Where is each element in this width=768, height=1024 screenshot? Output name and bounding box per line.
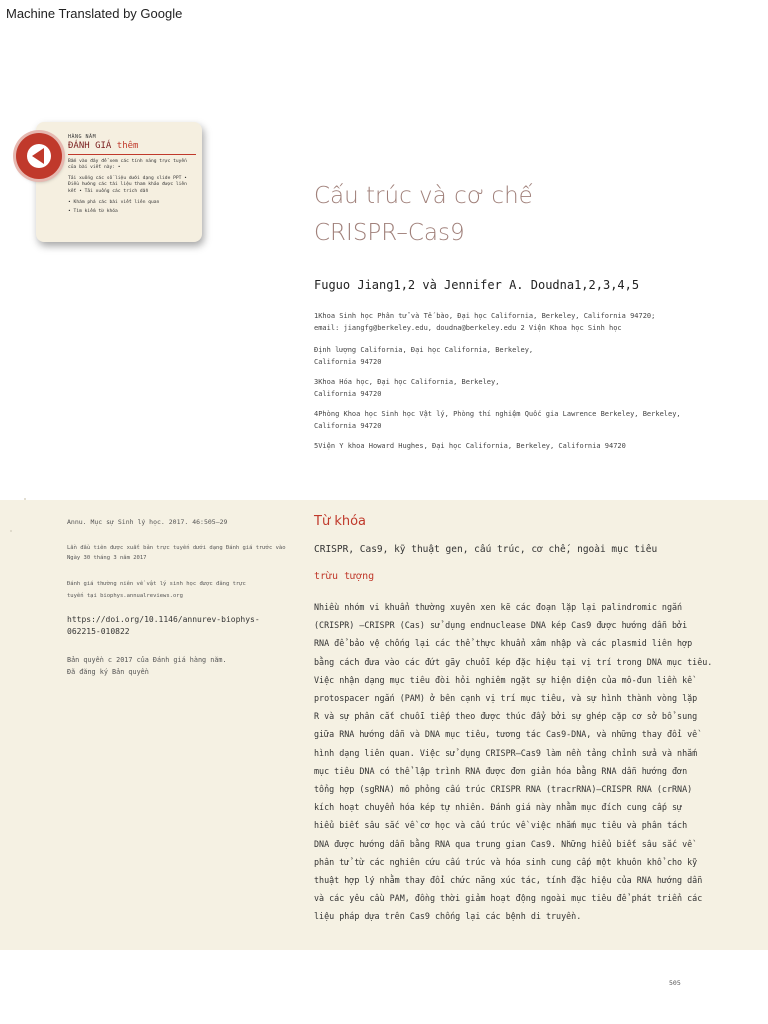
abstract-line: RNA để bảo vệ chống lại các thể thực khuẩn xâm nhập và các plasmid liên hợp (314, 638, 693, 649)
affiliation-1 (314, 310, 655, 334)
promo-item-related[interactable]: • Khám phá các bài viết liên quan (68, 200, 196, 207)
doi-link[interactable] (67, 614, 260, 638)
promo-text (68, 134, 196, 219)
promo-title-accent: thêm (116, 140, 139, 151)
online-at-line-1: Đánh giá thường niên về vật lý sinh học được đăng trực (67, 581, 246, 587)
abstract-line: protospacer ngắn (PAM) ở bên cạnh vị trí mục tiêu, và sự hình thành vòng lặp (314, 693, 698, 704)
abstract-line: phân tử từ các nghiên cứu cấu trúc và hóa sinh cung cấp một khuôn khổ cho kỹ (314, 856, 698, 867)
promo-kicker: HÀNG NĂM (68, 134, 97, 140)
affiliation-5 (314, 440, 626, 452)
article-title-line-1: Cấu trúc và cơ chế (314, 183, 533, 209)
affiliation-4-line-2: California 94720 (314, 422, 382, 430)
keywords-list: CRISPR, Cas9, kỹ thuật gen, cấu trúc, cơ chế, ngoài mục tiêu (314, 544, 658, 555)
affiliation-4 (314, 408, 681, 432)
affiliation-1-line-1: 1Khoa Sinh học Phân tử và Tế bào, Đại học California, Berkeley, California 94720; (314, 312, 656, 320)
machine-translation-banner: Machine Translated by Google (6, 6, 183, 21)
abstract-text (314, 598, 734, 926)
promo-item-search[interactable]: • Tìm kiếm từ khóa (68, 209, 196, 216)
abstract-line: liệu pháp dựa trên Cas9 chống lại các bệnh di truyền. (314, 911, 582, 922)
abstract-heading: trừu tượng (314, 571, 375, 582)
affiliation-5-line-1: 5Viện Y khoa Howard Hughes, Đại học California, Berkeley, California 94720 (314, 442, 626, 450)
affiliation-1-line-2: email: jiangfg@berkeley.edu, doudna@berkeley.edu 2 Viện Khoa học Sinh học (314, 324, 622, 332)
abstract-line: thuật hợp lý nhằm thay đổi chức năng xúc tác, tính đặc hiệu của RNA hướng dẫn (314, 875, 703, 886)
promo-links (68, 200, 196, 216)
decorative-dot (10, 530, 12, 532)
promo-title (68, 141, 196, 155)
affiliation-3 (314, 376, 499, 400)
abstract-line: hình dạng liên quan. Việc sử dụng CRISPR–Cas9 làm nền tảng chỉnh sửa và nhắm (314, 747, 698, 758)
abstract-line: R và sự phân cắt chuỗi tiếp theo được thúc đẩy bởi sự ghép cặp cơ sở bổ sung (314, 711, 698, 722)
abstract-line: bằng cách đưa vào các đứt gãy chuỗi kép đặc hiệu tại vị trí trong DNA mục tiêu. (314, 656, 713, 667)
affiliation-3-line-2: California 94720 (314, 390, 382, 398)
citation: Annu. Mục sự Sinh lý học. 2017. 46:505–29 (67, 518, 228, 526)
online-at-line-2[interactable]: tuyến tại biophys.annualreviews.org (67, 593, 183, 599)
doi-line-1[interactable]: https://doi.org/10.1146/annurev-biophys- (67, 615, 260, 624)
copyright (67, 654, 227, 678)
abstract-line: mục tiêu DNA có thể lập trình RNA được đơn giản hóa bằng RNA dẫn hướng đơn (314, 765, 688, 776)
page-number: 505 (669, 979, 681, 987)
abstract-line: DNA được hướng dẫn bằng RNA qua trung gian Cas9. Những hiểu biết sâu sắc về (314, 838, 693, 849)
abstract-line: kích hoạt chuyển hóa kép tự nhiên. Đánh giá này nhằm mục đích cung cấp sự (314, 802, 683, 813)
affiliation-2-line-2: California 94720 (314, 358, 382, 366)
article-title (314, 178, 533, 252)
abstract-line: Việc nhận dạng mục tiêu đòi hỏi nghiêm ngặt sự hiện diện của mô-đun liền kề (314, 674, 693, 685)
first-published-line-1: Lần đầu tiên được xuất bản trực tuyến dưới dạng Đánh giá trước vào (67, 545, 286, 551)
article-title-line-2: CRISPR–Cas9 (314, 220, 465, 246)
first-published (67, 543, 286, 563)
affiliation-2-line-1: Định lượng California, Đại học California, Berkeley, (314, 346, 534, 354)
affiliation-2 (314, 344, 533, 368)
abstract-line: và các yêu cầu PAM, đồng thời giảm hoạt động ngoài mục tiêu để phát triển các (314, 893, 703, 904)
promo-badge[interactable] (16, 133, 62, 179)
left-arrow-icon (26, 143, 52, 169)
decorative-dot (24, 498, 26, 500)
promo-item-downloads[interactable]: Tải xuống các số liệu dưới dạng slide PPT • Điều hướng các tài liệu tham khảo được liên kết • Tải xuống các trích dẫn (68, 175, 187, 194)
first-published-line-2: Ngày 30 tháng 3 năm 2017 (67, 555, 147, 561)
abstract-line: hiểu biết sâu sắc về cơ học và cấu trúc về việc nhắm mục tiêu và phân tách (314, 820, 688, 831)
abstract-line: (CRISPR) –CRISPR (Cas) sử dụng endnuclease DNA kép Cas9 được hướng dẫn bởi (314, 620, 688, 631)
abstract-line: tổng hợp (sgRNA) mô phỏng cấu trúc CRISPR RNA (tracrRNA)–CRISPR RNA (crRNA) (314, 784, 693, 795)
doi-line-2[interactable]: 062215-010822 (67, 627, 130, 636)
affiliation-4-line-1: 4Phòng Khoa học Sinh học Vật lý, Phòng thí nghiệm Quốc gia Lawrence Berkeley, Berkeley, (314, 410, 681, 418)
affiliation-3-line-1: 3Khoa Hóa học, Đại học California, Berkeley, (314, 378, 500, 386)
copyright-line-1: Bản quyền c 2017 của Đánh giá hàng năm. (67, 656, 227, 664)
promo-title-main: ĐÁNH GIÁ (68, 140, 112, 151)
keywords-heading: Từ khóa (314, 514, 366, 529)
copyright-line-2: Đã đăng ký Bản quyền (67, 668, 149, 676)
article-authors: Fuguo Jiang1,2 và Jennifer A. Doudna1,2,3,4,5 (314, 278, 640, 292)
abstract-line: giữa RNA hướng dẫn và DNA mục tiêu, tương tác Cas9-DNA, và những thay đổi về (314, 729, 698, 740)
abstract-line: Nhiều nhóm vi khuẩn thường xuyên xen kẽ các đoạn lặp lại palindromic ngắn (314, 602, 683, 612)
online-at (67, 578, 246, 602)
promo-intro[interactable]: Bấm vào đây để xem các tính năng trực tuyến của bài viết này: • (68, 158, 187, 171)
